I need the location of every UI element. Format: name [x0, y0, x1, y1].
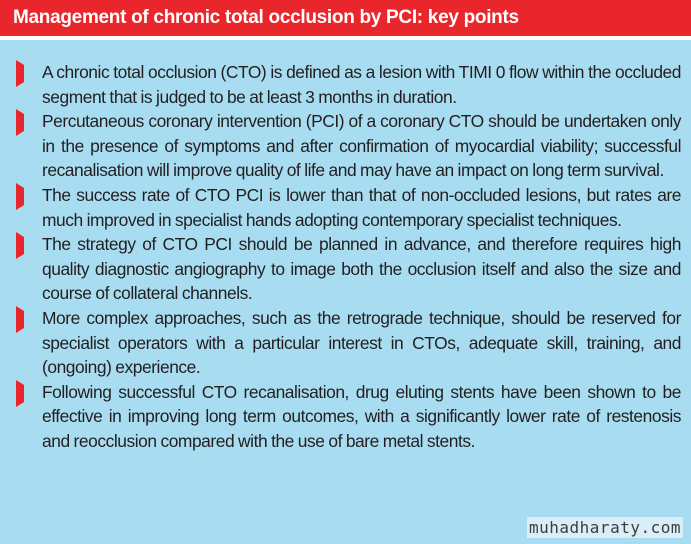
key-points-list [0, 40, 691, 454]
box-title: Management of chronic total occlusion by PCI: key points [13, 7, 519, 28]
triangle-right-icon [16, 60, 24, 87]
key-point-text: The success rate of CTO PCI is lower than that of non-occluded lesions, but rates are much improved in specialist hands adopting contemporary specialist techniques. [42, 184, 681, 230]
key-point-item [16, 306, 681, 380]
key-point-item [16, 380, 681, 454]
key-point-text: The strategy of CTO PCI should be planned in advance, and therefore requires high quality diagnostic angiography to image both the occlusion itself and also the size and course of collateral channels. [42, 234, 681, 304]
key-point-item [16, 60, 681, 109]
key-point-text: Percutaneous coronary intervention (PCI) of a coronary CTO should be undertaken only in the presence of symptoms and after confirmation of myocardial viability; successful recanalisation will improve quality of life and may have an impact on long term survival. [42, 111, 681, 181]
key-point-item [16, 183, 681, 232]
watermark: muhadharaty.com [529, 518, 681, 537]
header-bar [0, 0, 691, 40]
key-point-item [16, 232, 681, 306]
triangle-right-icon [16, 183, 24, 210]
triangle-right-icon [16, 306, 24, 333]
key-point-text: Following successful CTO recanalisation, drug eluting stents have been shown to be effective in improving long term outcomes, with a significantly lower rate of restenosis and reocclusion compared with the use of bare metal stents. [42, 381, 681, 451]
triangle-right-icon [16, 232, 24, 259]
key-point-item [16, 109, 681, 183]
key-point-text: A chronic total occlusion (CTO) is defined as a lesion with TIMI 0 flow within the occluded segment that is judged to be at least 3 months in duration. [42, 62, 681, 107]
triangle-right-icon [16, 380, 24, 407]
triangle-right-icon [16, 109, 24, 136]
key-point-text: More complex approaches, such as the retrograde technique, should be reserved for specialist operators with a particular interest in CTOs, adequate skill, training, and (ongoing) experience. [42, 307, 681, 378]
